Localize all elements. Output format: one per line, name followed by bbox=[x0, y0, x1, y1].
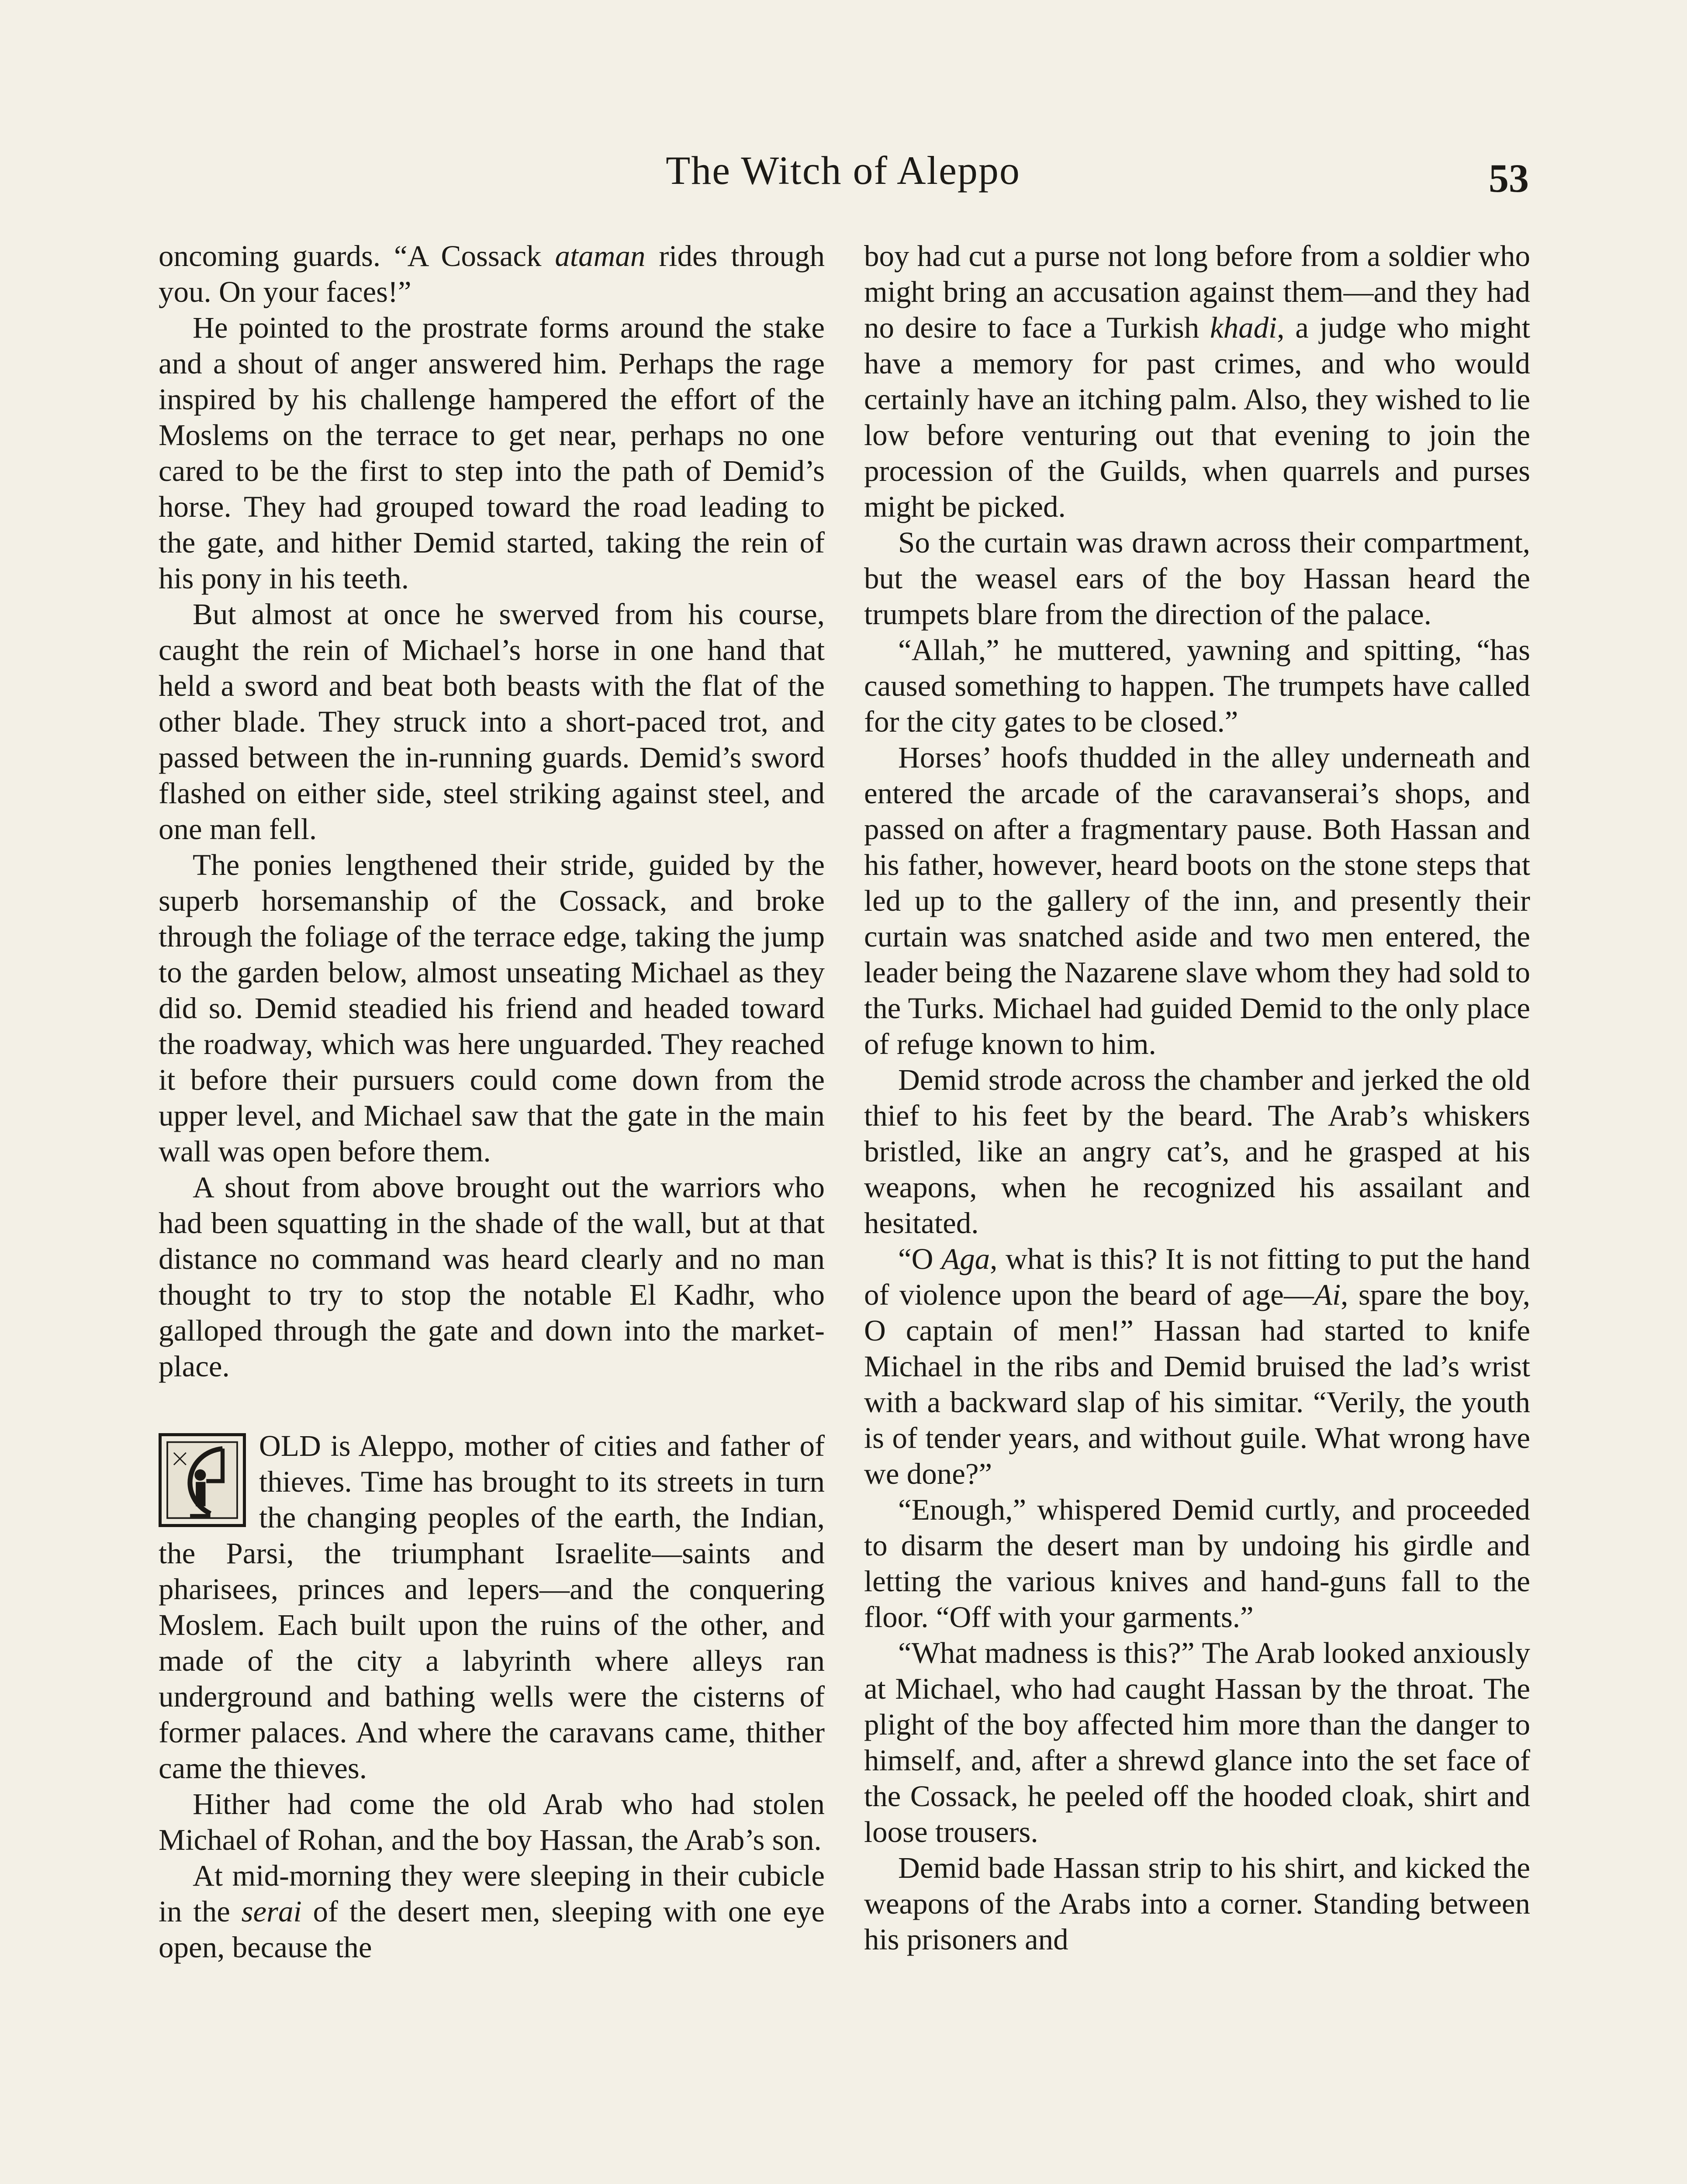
paragraph: He pointed to the prostrate forms around the stake and a shout of anger answered him. Perhaps the rage inspired by his challenge hampered the effort of the Moslems on the terrace to get near, perhaps no one cared to be the first to step into the path of Demid’s horse. They had grouped toward the road leading to the gate, and hither Demid started, taking the rein of his pony in his teeth. bbox=[159, 311, 825, 595]
paragraph: “O Aga, what is this? It is not fitting to put the hand of violence upon the beard of age—Ai, spare the boy, O captain of men!” Hassan had started to knife Michael in the ribs and Demid bruised the lad’s wrist with a backward slap of his simitar. “Verily, the youth is of tender years, and without guile. What wrong have we done?” bbox=[864, 1242, 1530, 1490]
right-column-paragraphs bbox=[864, 238, 1530, 1957]
paragraph: Demid strode across the chamber and jerked the old thief to his feet by the beard. The Arab’s whiskers bristled, like an angry cat’s, and he grasped at his weapons, when he recognized his assailant and hesitated. bbox=[864, 1063, 1530, 1240]
italic-term: Aga bbox=[941, 1242, 990, 1275]
page-header bbox=[157, 144, 1529, 214]
left-column bbox=[159, 238, 825, 1965]
paragraph: “Enough,” whispered Demid curtly, and proceeded to disarm the desert man by undoing his girdle and letting the various knives and hand-guns fall to the floor. “Off with your garments.” bbox=[864, 1493, 1530, 1634]
paragraph: So the curtain was drawn across their compartment, but the weasel ears of the boy Hassan heard the trumpets blare from the direction of the palace. bbox=[864, 526, 1530, 631]
paragraph: boy had cut a purse not long before from a soldier who might bring an accusation against them—and they had no desire to face a Turkish khadi, a judge who might have a memory for past crimes, and who would certainly have an itching palm. Also, they wished to lie low before venturing out that evening to join the procession of the Guilds, when quarrels and purses might be picked. bbox=[864, 239, 1530, 523]
paragraph: But almost at once he swerved from his course, caught the rein of Michael’s horse in one hand that held a sword and beat both beasts with the flat of the other blade. They struck into a short-paced trot, and passed between the in-running guards. Demid’s sword flashed on either side, steel striking against steel, and one man fell. bbox=[159, 598, 825, 846]
drop-cap-paragraph-text: OLD is Aleppo, mother of cities and father of thieves. Time has brought to its streets in turn the changing peoples of the earth, the Indian, the Parsi, the triumphant Israelite—saints and pharisees, princes and lepers—and the conquering Moslem. Each built upon the ruins of the other, and made of the city a labyrinth where alleys ran underground and bathing wells were the cisterns of former palaces. And where the caravans came, thither came the thieves. bbox=[159, 1429, 825, 1785]
paragraph: “What madness is this?” The Arab looked anxiously at Michael, who had caught Hassan by the throat. The plight of the boy affected him more than the danger to himself, and, after a shrewd glance into the set face of the Cossack, he peeled off the hooded cloak, shirt and loose trousers. bbox=[864, 1636, 1530, 1849]
paragraph: A shout from above brought out the warriors who had been squatting in the shade of the wall, but at that distance no command was heard clearly and no man thought to try to stop the notable El Kadhr, who galloped through the gate and down into the market-place. bbox=[159, 1171, 825, 1383]
paragraph: At mid-morning they were sleeping in their cubicle in the serai of the desert men, sleeping with one eye open, because the bbox=[159, 1859, 825, 1964]
paragraph: Horses’ hoofs thudded in the alley underneath and entered the arcade of the caravanserai’s shops, and passed on after a fragmentary pause. Both Hassan and his father, however, heard boots on the stone steps that led up to the gallery of the inn, and presently their curtain was snatched aside and two men entered, the leader being the Nazarene slave whom they had sold to the Turks. Michael had guided Demid to the only place of refuge known to him. bbox=[864, 741, 1530, 1061]
ornamental-drop-cap-icon bbox=[159, 1433, 246, 1527]
section-break bbox=[159, 1384, 825, 1428]
right-column bbox=[864, 238, 1530, 1957]
paragraph: “Allah,” he muttered, yawning and spitting, “has caused something to happen. The trumpets have called for the city gates to be closed.” bbox=[864, 633, 1530, 738]
paragraph: Demid bade Hassan strip to his shirt, and kicked the weapons of the Arabs into a corner. Standing between his prisoners and bbox=[864, 1851, 1530, 1956]
left-column-continued-paragraphs bbox=[159, 1786, 825, 1965]
paragraph: oncoming guards. “A Cossack ataman rides through you. On your faces!” bbox=[159, 239, 825, 308]
left-column-paragraphs bbox=[159, 238, 825, 1384]
italic-term: Ai bbox=[1314, 1278, 1341, 1311]
drop-cap-illustration bbox=[162, 1436, 243, 1524]
paragraph: The ponies lengthened their stride, guided by the superb horsemanship of the Cossack, and broke through the foliage of the terrace edge, taking the jump to the garden below, almost unseating Michael as they did so. Demid steadied his friend and headed toward the roadway, which was here unguarded. They reached it before their pursuers could come down from the upper level, and Michael saw that the gate in the main wall was open before them. bbox=[159, 848, 825, 1168]
page-number: 53 bbox=[1489, 156, 1529, 200]
running-title: The Witch of Aleppo bbox=[666, 148, 1020, 193]
paragraph: Hither had come the old Arab who had stolen Michael of Rohan, and the boy Hassan, the Arab’s son. bbox=[159, 1787, 825, 1856]
italic-term: serai bbox=[241, 1895, 302, 1928]
italic-term: khadi bbox=[1210, 311, 1277, 344]
drop-cap-paragraph bbox=[159, 1428, 825, 1786]
italic-term: ataman bbox=[555, 239, 646, 273]
